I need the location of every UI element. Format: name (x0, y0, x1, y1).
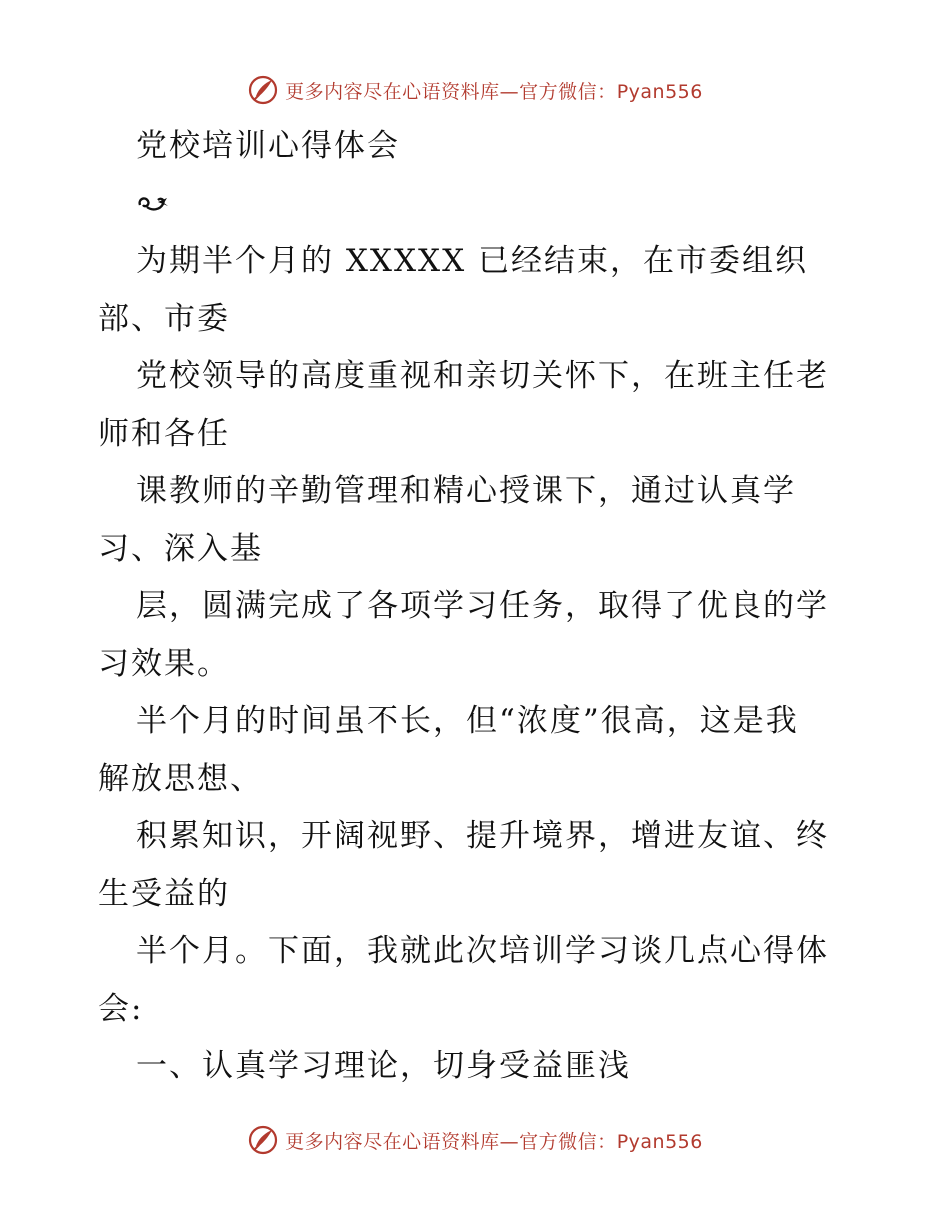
fleuron-icon (136, 193, 170, 215)
paragraph-line: 层，圆满完成了各项学习任务，取得了优良的学 (136, 588, 829, 624)
banner-site-name: 更多内容尽在心语资料库 (285, 80, 500, 103)
paragraph-line: 课教师的辛勤管理和精心授课下，通过认真学 (136, 473, 796, 509)
paragraph-line: 师和各任 (98, 415, 230, 452)
quill-logo-icon (247, 1124, 279, 1156)
paragraph-line: 半个月的时间虽不长，但“浓度”很高，这是我 (136, 703, 799, 739)
ornament-row (98, 176, 858, 234)
banner-separator: — (499, 1130, 520, 1153)
banner-label: 官方微信： (519, 1130, 617, 1153)
document-title: 党校培训心得体会 (136, 128, 400, 164)
banner-wechat-id: Pyan556 (616, 80, 703, 103)
paragraph-line: 生受益的 (98, 875, 230, 912)
banner-separator: — (499, 80, 520, 103)
footer-banner (0, 1120, 950, 1160)
paragraph-line: 解放思想、 (98, 760, 263, 797)
paragraph-line: 部、市委 (98, 300, 230, 337)
quill-logo-icon (247, 74, 279, 106)
paragraph-line: 积累知识，开阔视野、提升境界，增进友谊、终 (136, 818, 829, 854)
banner-text (285, 1127, 703, 1154)
banner-wechat-id: Pyan556 (616, 1130, 703, 1153)
banner-site-name: 更多内容尽在心语资料库 (285, 1130, 500, 1153)
banner-label: 官方微信： (519, 80, 617, 103)
paragraph-line: 习、深入基 (98, 530, 263, 567)
paragraph-line: 为期半个月的 XXXXX 已经结束，在市委组织 (136, 243, 809, 279)
paragraph-line: 半个月。下面，我就此次培训学习谈几点心得体 (136, 933, 829, 969)
document-body (98, 118, 858, 1096)
header-banner (0, 70, 950, 110)
paragraph-line: 会: (98, 990, 144, 1027)
banner-text (285, 77, 703, 104)
section-heading: 一、认真学习理论，切身受益匪浅 (136, 1048, 631, 1084)
paragraph-line: 党校领导的高度重视和亲切关怀下，在班主任老 (136, 358, 829, 394)
paragraph-line: 习效果。 (98, 645, 230, 682)
